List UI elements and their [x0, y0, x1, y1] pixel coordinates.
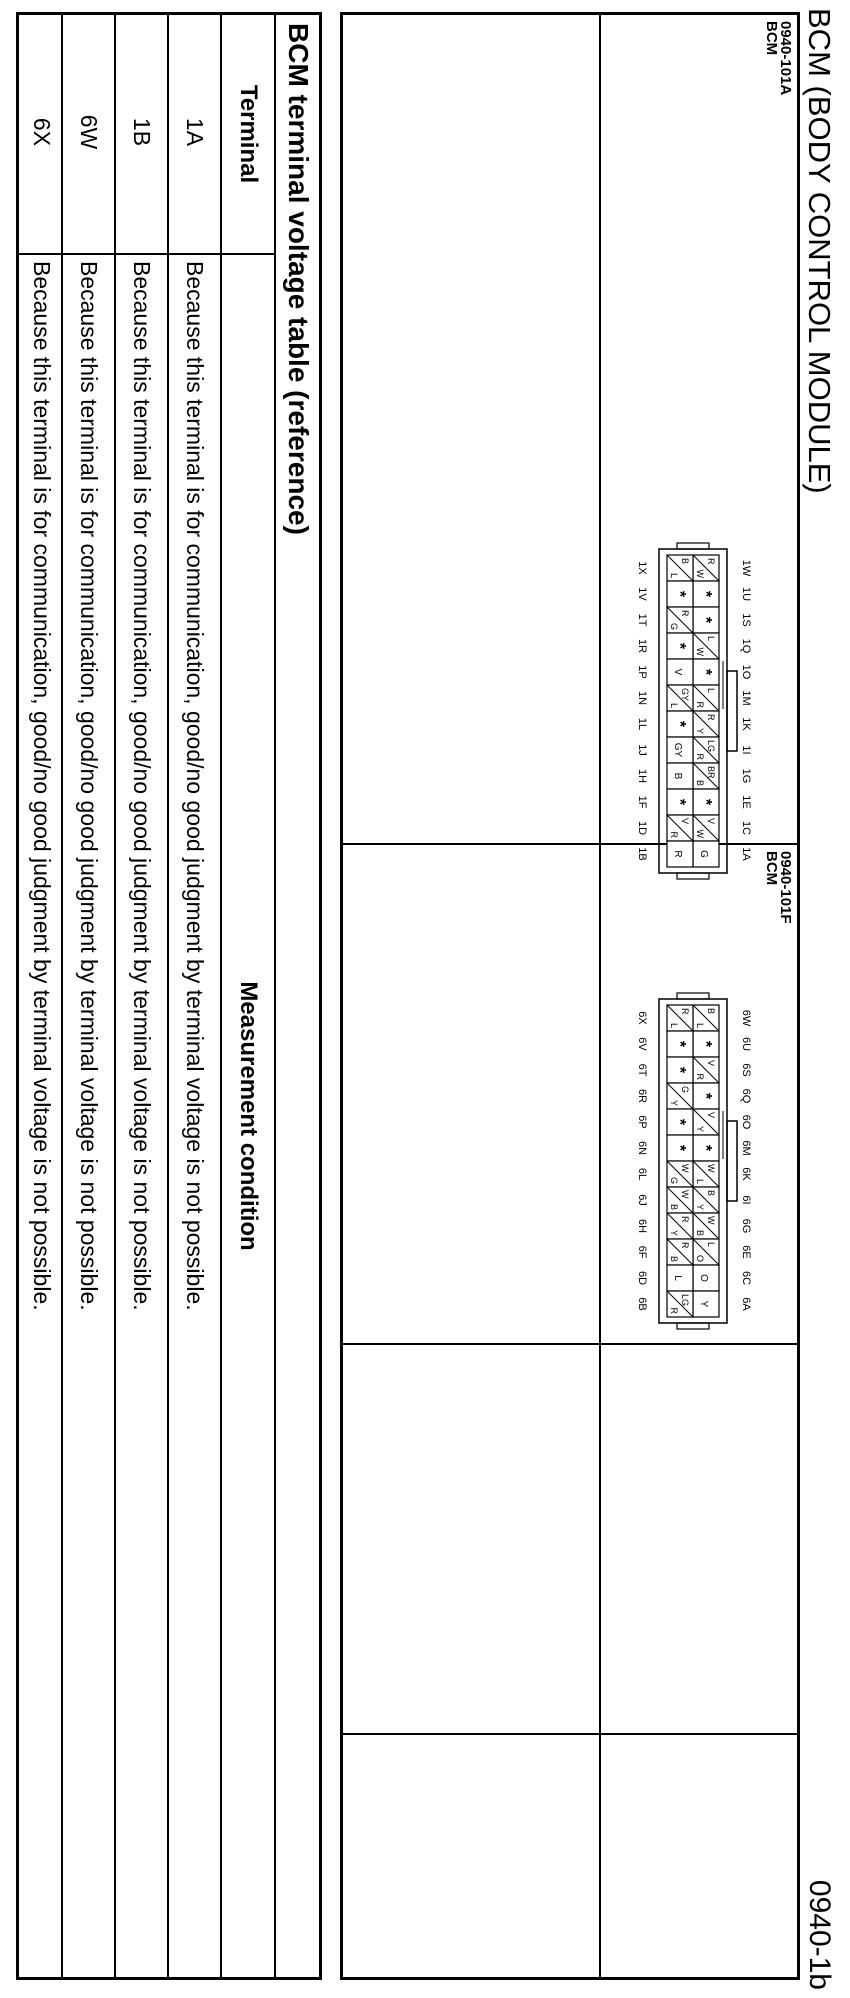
terminal-number: 1C	[740, 820, 752, 836]
terminal-number: 6M	[740, 1140, 752, 1156]
terminal-number: 6C	[740, 1270, 752, 1286]
terminal-number: 1B	[636, 847, 648, 861]
wire-color-label: L	[706, 688, 716, 694]
terminal-number: 6X	[636, 1011, 648, 1025]
terminal-number: 1P	[636, 665, 648, 679]
column-header-condition: Measurement condition	[235, 981, 262, 1251]
wire-color-label: L	[669, 702, 679, 708]
condition-cell: Because this terminal is for communication, good/no good judgment by terminal voltage is not possible.	[182, 261, 208, 1311]
unused-pin-mark: *	[671, 1066, 688, 1074]
unused-pin-mark: *	[671, 1118, 688, 1126]
wire-color-label: B	[706, 1008, 716, 1015]
wire-color-label: R	[672, 850, 683, 858]
connector-latch	[677, 993, 709, 999]
connector-latch	[677, 1323, 709, 1329]
terminal-number: 6V	[636, 1037, 648, 1051]
terminal-number: 6D	[636, 1270, 648, 1286]
terminal-number: 1H	[636, 768, 648, 784]
wire-color-label: G	[669, 1176, 679, 1184]
terminal-cell: 1A	[182, 117, 208, 147]
terminal-number: 1S	[740, 613, 752, 627]
wire-color-label: Y	[698, 1300, 709, 1308]
wire-color-label: Y	[669, 1099, 679, 1106]
terminal-number: 6B	[636, 1297, 648, 1311]
terminal-number: 1I	[740, 745, 752, 755]
wire-color-label: Y	[695, 1203, 705, 1210]
wire-color-label: Y	[669, 1229, 679, 1236]
terminal-number: 6O	[740, 1114, 752, 1130]
connector-code: 0940-101A	[777, 21, 794, 96]
terminal-number: 6S	[740, 1063, 752, 1077]
terminal-number: 1E	[740, 795, 752, 809]
table-divider	[167, 15, 169, 1977]
unused-pin-mark: *	[697, 590, 714, 598]
terminal-number: 6I	[740, 1195, 752, 1205]
wire-color-label: R	[680, 610, 690, 617]
wire-color-label: R	[680, 1242, 690, 1249]
wire-color-label: L	[672, 1275, 683, 1281]
wire-color-label: V	[706, 1060, 716, 1067]
wire-color-label: R	[669, 831, 679, 838]
terminal-number: 6J	[636, 1194, 648, 1206]
unused-pin-mark: *	[671, 798, 688, 806]
wire-color-label: V	[706, 818, 716, 825]
grid-divider	[343, 1343, 797, 1345]
terminal-number: 6H	[636, 1218, 648, 1234]
wire-color-label: W	[695, 647, 705, 656]
wire-color-label: L	[669, 1022, 679, 1028]
wire-color-label: V	[706, 1112, 716, 1119]
terminal-number: 1M	[740, 690, 752, 706]
terminal-number: 1V	[636, 587, 648, 601]
terminal-cell: 6X	[29, 117, 55, 147]
connector-cell-0940-101A	[599, 15, 797, 861]
wire-color-label: L	[695, 1178, 705, 1184]
wire-color-label: B	[672, 772, 683, 780]
wire-color-label: W	[695, 829, 705, 838]
wire-color-label: W	[695, 569, 705, 578]
wire-color-label: L	[706, 1242, 716, 1248]
page-code: 0940-1b	[803, 1879, 836, 1990]
terminal-number: 1J	[636, 744, 648, 756]
wire-color-label: W	[680, 1190, 690, 1199]
table-divider	[220, 15, 222, 1977]
terminal-number: 6N	[636, 1140, 648, 1156]
terminal-number: 6T	[636, 1063, 648, 1077]
terminal-number: 6K	[740, 1167, 752, 1181]
terminal-number: 6E	[740, 1245, 752, 1259]
terminal-number: 6R	[636, 1088, 648, 1104]
connector-cell-0940-101F	[599, 845, 797, 1343]
terminal-number: 1N	[636, 690, 648, 706]
table-title: BCM terminal voltage table (reference)	[283, 23, 314, 535]
wire-color-label: GY	[672, 742, 683, 758]
terminal-number: 1K	[740, 717, 752, 731]
table-divider	[114, 15, 116, 1977]
wire-color-label: L	[706, 636, 716, 642]
unused-pin-mark: *	[671, 720, 688, 728]
condition-cell: Because this terminal is for communication, good/no good judgment by terminal voltage is not possible.	[29, 261, 55, 1311]
wire-color-label: Y	[695, 1125, 705, 1132]
wire-color-label: W	[680, 1164, 690, 1173]
connector-diagram-0940-101F	[599, 845, 797, 1343]
page-title: BCM (BODY CONTROL MODULE)	[802, 8, 837, 494]
unused-pin-mark: *	[671, 1144, 688, 1152]
terminal-number: 6U	[740, 1036, 752, 1052]
connector-diagram-0940-101A	[599, 15, 797, 861]
wire-color-label: GY	[680, 688, 690, 702]
unused-pin-mark: *	[697, 1092, 714, 1100]
unused-pin-mark: *	[671, 642, 688, 650]
wire-color-label: R	[669, 1307, 679, 1314]
wire-color-label: R	[706, 558, 716, 565]
wire-color-label: O	[695, 1254, 705, 1262]
unused-pin-mark: *	[697, 1144, 714, 1152]
wire-color-label: R	[680, 1216, 690, 1223]
terminal-number: 1T	[636, 613, 648, 627]
terminal-voltage-table	[16, 12, 322, 1980]
unused-pin-mark: *	[671, 1040, 688, 1048]
wire-color-label: R	[695, 753, 705, 760]
wire-color-label: B	[695, 1229, 705, 1236]
terminal-number: 6P	[636, 1115, 648, 1129]
wire-color-label: L	[695, 1022, 705, 1028]
terminal-number: 6G	[740, 1218, 752, 1234]
connector-lock-tab	[727, 1121, 737, 1201]
column-header-terminal: Terminal	[235, 84, 262, 184]
wire-color-label: LG	[706, 740, 716, 753]
wire-color-label: G	[669, 622, 679, 630]
condition-cell: Because this terminal is for communication, good/no good judgment by terminal voltage is not possible.	[129, 261, 155, 1311]
table-divider	[274, 15, 276, 1977]
terminal-number: 1R	[636, 638, 648, 654]
wire-color-label: B	[669, 1255, 679, 1262]
connector-latch	[677, 543, 709, 549]
connector-unit: BCM	[763, 21, 780, 56]
wire-color-label: V	[680, 818, 690, 825]
wire-color-label: G	[698, 850, 709, 858]
wire-color-label: B	[669, 1203, 679, 1210]
terminal-cell: 1B	[129, 117, 155, 147]
wire-color-label: R	[695, 701, 705, 708]
grid-divider	[343, 1733, 797, 1735]
wire-color-label: R	[695, 1073, 705, 1080]
connector-code: 0940-101F	[777, 851, 794, 924]
wire-color-label: L	[669, 572, 679, 578]
terminal-number: 6Q	[740, 1088, 752, 1104]
wire-color-label: W	[706, 1216, 716, 1225]
wire-color-label: G	[680, 1086, 690, 1094]
terminal-number: 1X	[636, 561, 648, 575]
connector-grid	[340, 12, 800, 1980]
terminal-cell: 6W	[76, 114, 102, 150]
terminal-number: 1U	[740, 586, 752, 602]
terminal-number: 1L	[636, 717, 648, 731]
terminal-number: 1Q	[740, 638, 752, 654]
unused-pin-mark: *	[697, 798, 714, 806]
wire-color-label: B	[680, 558, 690, 565]
unused-pin-mark: *	[671, 590, 688, 598]
wire-color-label: B	[695, 779, 705, 786]
terminal-number: 1F	[636, 795, 648, 809]
wire-color-label: O	[698, 1274, 709, 1282]
wire-color-label: R	[680, 1008, 690, 1015]
terminal-number: 1W	[740, 559, 752, 577]
terminal-number: 6F	[636, 1245, 648, 1259]
terminal-number: 6W	[740, 1009, 752, 1027]
terminal-number: 6A	[740, 1297, 752, 1311]
wire-color-label: W	[706, 1164, 716, 1173]
unused-pin-mark: *	[697, 1040, 714, 1048]
terminal-number: 1A	[740, 847, 752, 861]
terminal-number: 6L	[636, 1167, 648, 1181]
connector-unit: BCM	[763, 851, 780, 886]
wire-color-label: B	[706, 1190, 716, 1197]
terminal-number: 1D	[636, 820, 648, 836]
wire-color-label: V	[672, 668, 683, 676]
wire-color-label: LG	[680, 1294, 690, 1307]
unused-pin-mark: *	[697, 668, 714, 676]
wire-color-label: Y	[695, 727, 705, 734]
terminal-number: 1G	[740, 768, 752, 784]
unused-pin-mark: *	[697, 616, 714, 624]
terminal-number: 1O	[740, 664, 752, 680]
connector-lock-tab	[727, 671, 737, 751]
wire-color-label: R	[706, 714, 716, 721]
wire-color-label: BR	[706, 766, 716, 779]
condition-cell: Because this terminal is for communication, good/no good judgment by terminal voltage is not possible.	[76, 261, 102, 1311]
